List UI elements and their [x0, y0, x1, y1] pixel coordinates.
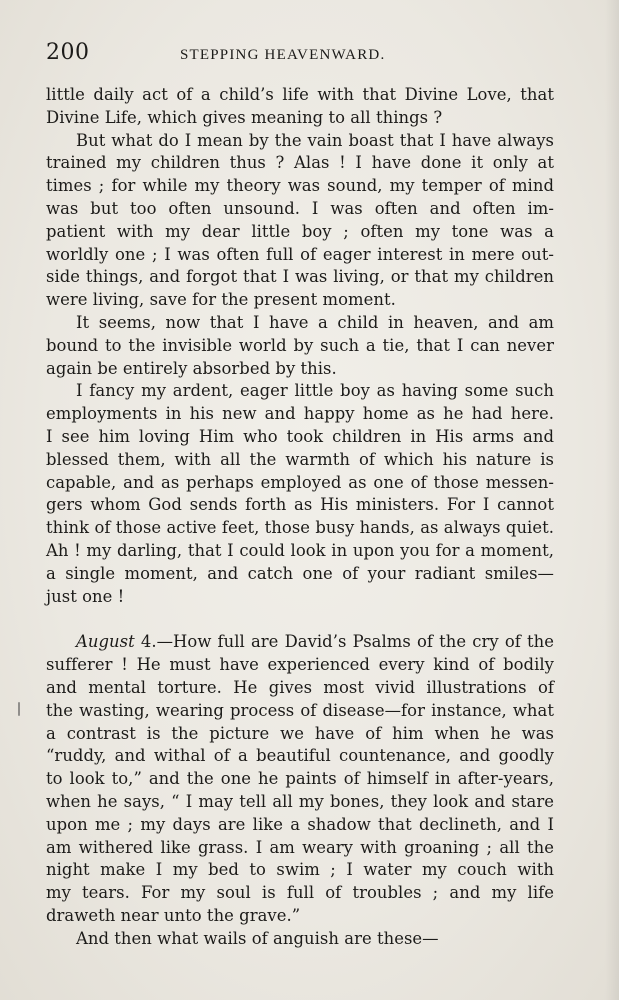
text-line: a contrast is the picture we have of him when he was — [46, 723, 554, 743]
section-gap — [46, 608, 554, 631]
running-head: STEPPING HEAVENWARD. — [180, 47, 386, 63]
text-line: trained my children thus ? Alas ! I have done it only at — [46, 153, 554, 173]
text-line: side things, and forgot that I was living, or that my children — [46, 267, 554, 287]
body-text — [46, 84, 554, 950]
text-line: I see him loving Him who took children in His arms and — [46, 426, 554, 446]
page-number: 200 — [46, 40, 90, 65]
text-line: upon me ; my days are like a shadow that declineth, and I — [46, 814, 554, 834]
text-line: just one ! — [46, 586, 125, 606]
page-edge-shadow — [605, 0, 619, 1000]
text-line: a single moment, and catch one of your radiant smiles— — [46, 563, 554, 583]
text-line: my tears. For my soul is full of troubles ; and my life — [46, 883, 554, 903]
margin-mark — [18, 702, 20, 716]
text-line: the wasting, wearing process of disease—for instance, what — [46, 700, 554, 720]
journal-entry — [46, 631, 554, 927]
text-line: gers whom God sends forth as His ministers. For I cannot — [46, 495, 554, 515]
text-line: employments in his new and happy home as he had here. — [46, 404, 554, 424]
text-line: draweth near unto the grave.” — [46, 905, 301, 925]
text-line: capable, and as perhaps employed as one of those messen- — [46, 472, 554, 492]
text-line: sufferer ! He must have experienced every kind of bodily — [46, 655, 554, 675]
paragraph — [46, 380, 554, 608]
paragraph — [46, 130, 554, 312]
text-line: to look to,” and the one he paints of himself in after-years, — [46, 769, 554, 789]
text-line — [46, 631, 554, 654]
text-line: I fancy my ardent, eager little boy as having some such — [76, 381, 554, 401]
text-line: “ruddy, and withal of a beautiful countenance, and goodly — [46, 746, 554, 766]
entry-text: 4.—How full are David’s Psalms of the cry of the — [134, 632, 554, 652]
page-header — [46, 38, 572, 70]
text-line: But what do I mean by the vain boast that I have always — [76, 130, 554, 150]
text-line: was but too often unsound. I was often and often im- — [46, 198, 554, 218]
text-line: night make I my bed to swim ; I water my couch with — [46, 860, 554, 880]
text-line: bound to the invisible world by such a tie, that I can never — [46, 335, 554, 355]
text-line: when he says, “ I may tell all my bones, they look and stare — [46, 791, 554, 811]
text-line: Ah ! my darling, that I could look in upon you for a moment, — [46, 540, 554, 560]
text-line: times ; for while my theory was sound, my temper of mind — [46, 176, 554, 196]
text-line: little daily act of a child’s life with that Divine Love, that — [46, 85, 554, 104]
text-line: and mental torture. He gives most vivid illustrations of — [46, 677, 554, 697]
entry-date: August — [76, 632, 135, 652]
text-line: It seems, now that I have a child in heaven, and am — [76, 312, 554, 332]
text-line: think of those active feet, those busy hands, as always quiet. — [46, 518, 554, 538]
text-line: patient with my dear little boy ; often my tone was a — [46, 221, 554, 241]
text-line: Divine Life, which gives meaning to all things ? — [46, 107, 443, 127]
text-line: were living, save for the present moment. — [46, 290, 396, 310]
text-line: again be entirely absorbed by this. — [46, 358, 337, 378]
paragraph — [46, 928, 554, 951]
paragraph — [46, 84, 554, 130]
text-line: worldly one ; I was often full of eager interest in mere out- — [46, 244, 554, 264]
paragraph — [46, 312, 554, 380]
text-line: am withered like grass. I am weary with groaning ; all the — [46, 837, 554, 857]
text-line: And then what wails of anguish are these— — [76, 928, 439, 948]
text-line: blessed them, with all the warmth of which his nature is — [46, 449, 554, 469]
